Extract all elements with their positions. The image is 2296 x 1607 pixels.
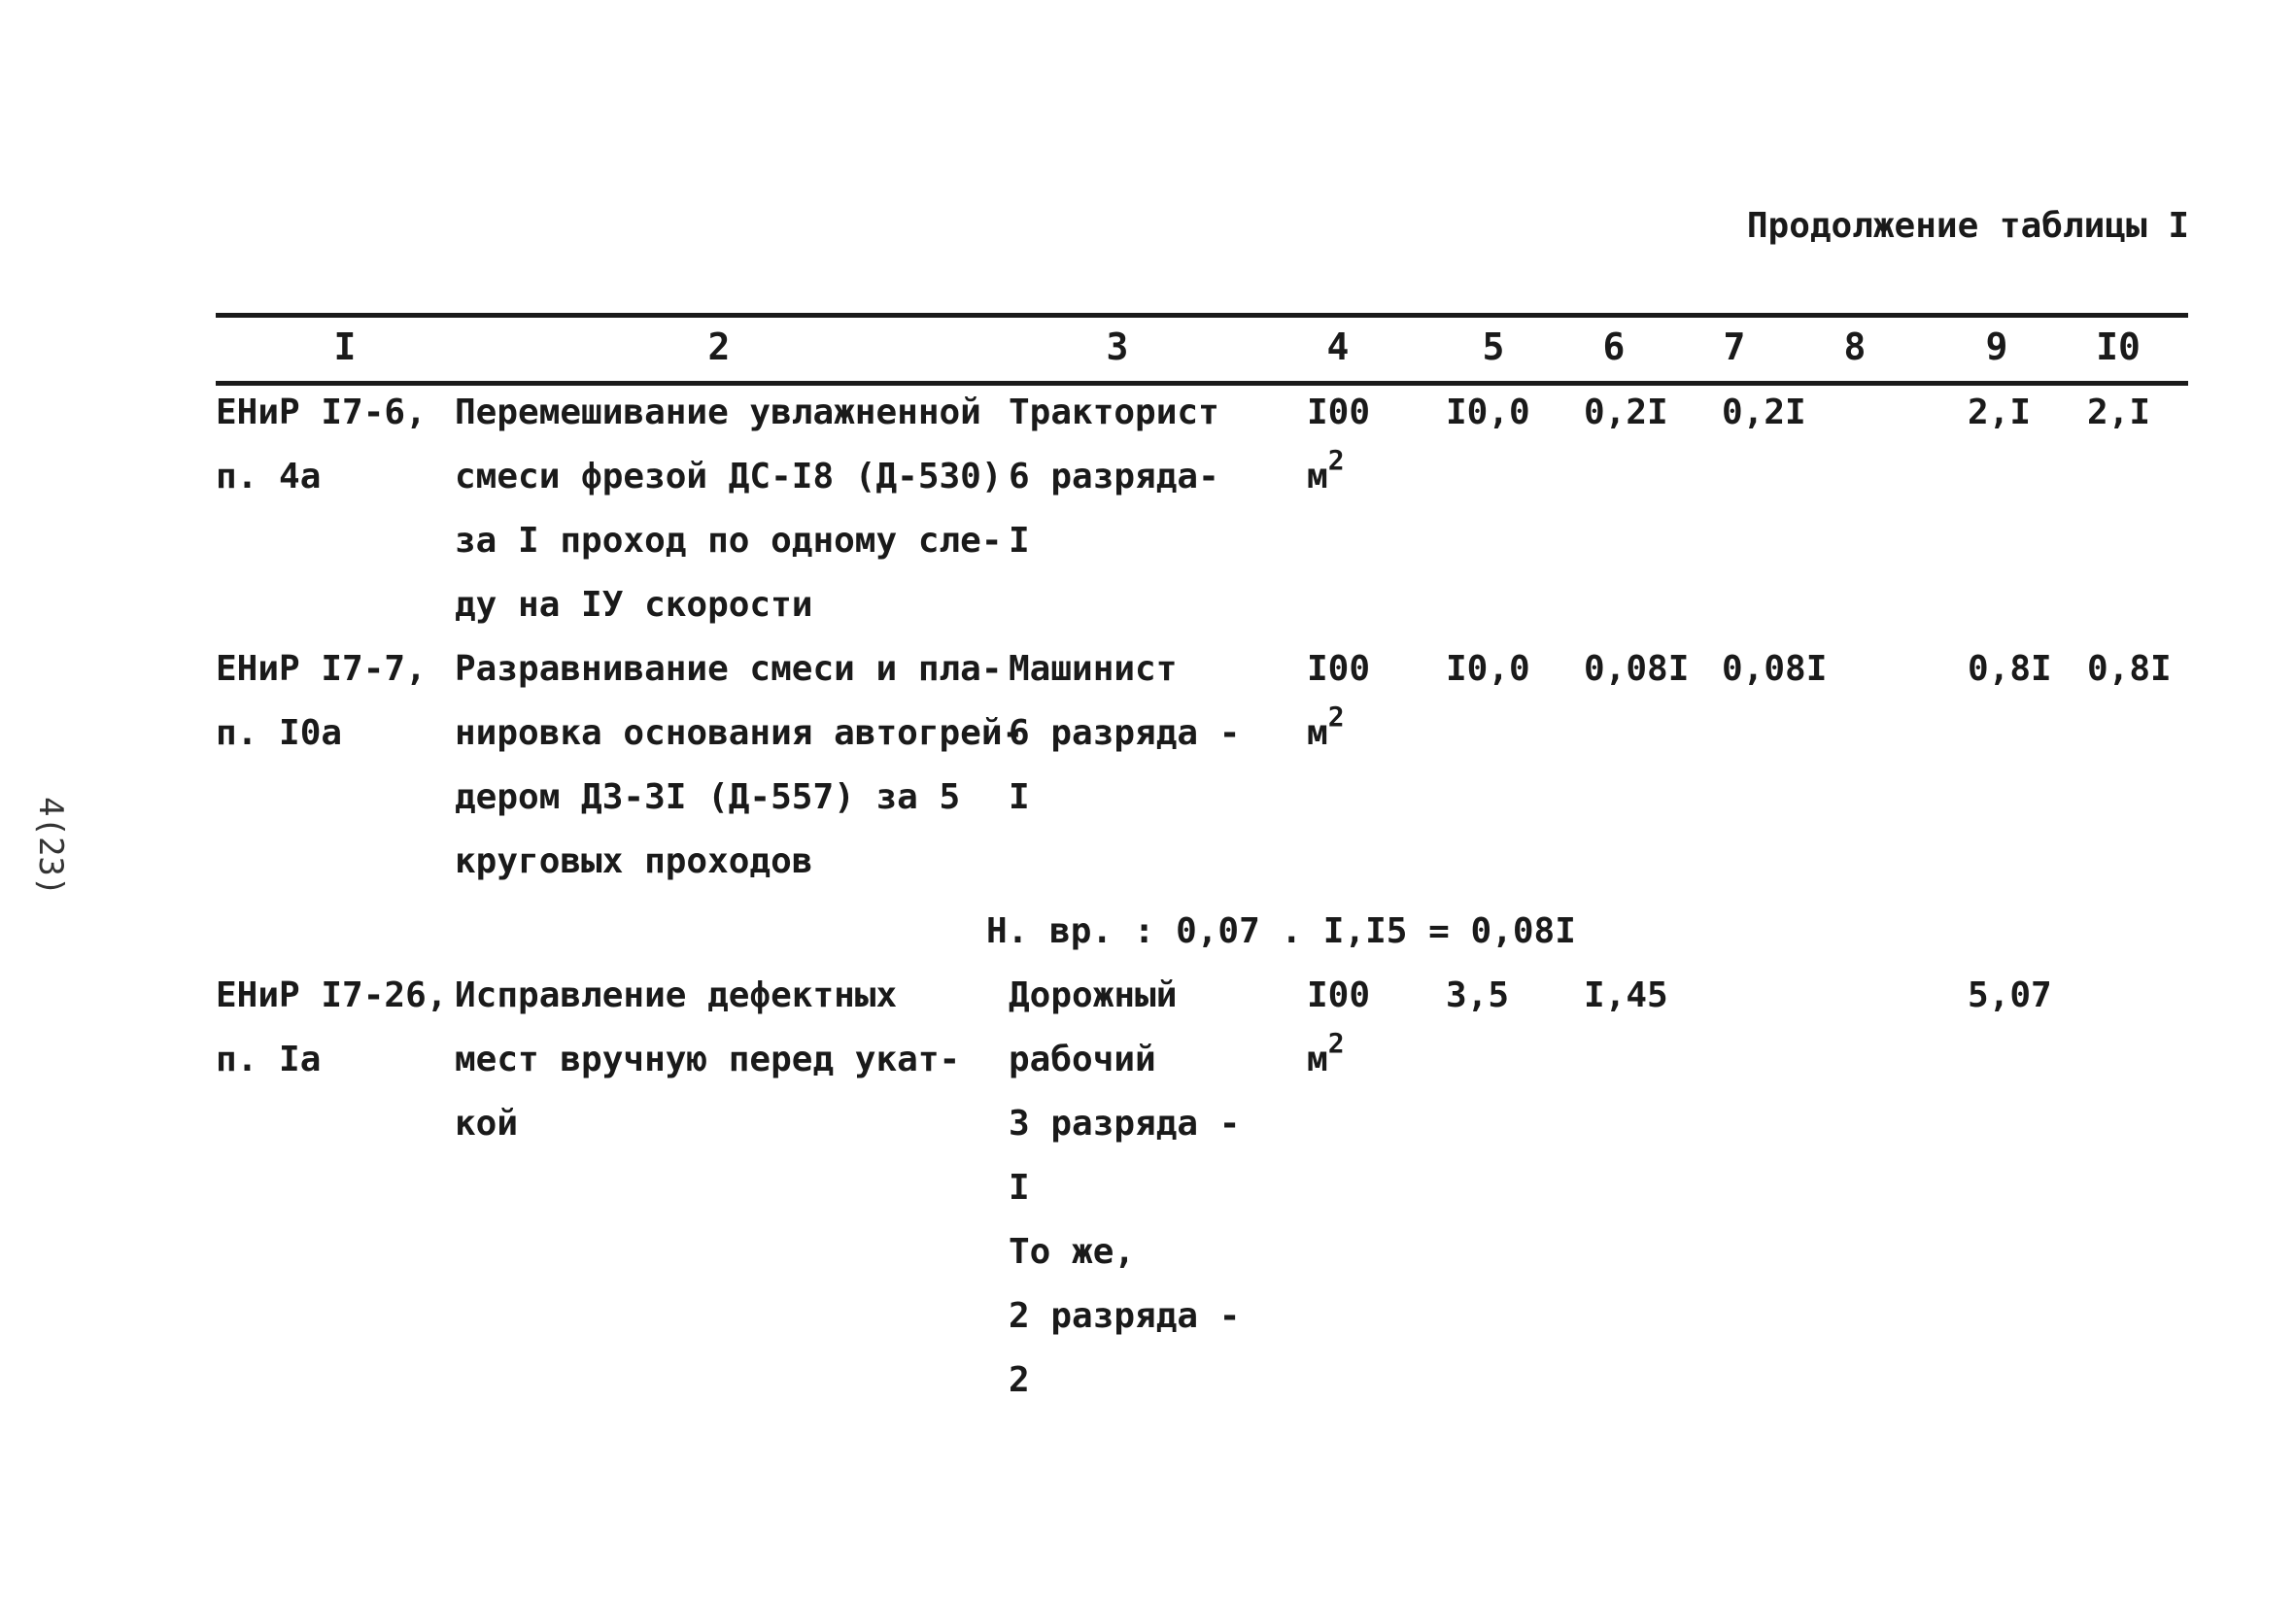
header-col-5: 5 bbox=[1482, 325, 1505, 368]
row2-col9: 0,8I bbox=[1968, 649, 2052, 689]
row3-worker-line3: 3 разряда - bbox=[1009, 1104, 1241, 1144]
row3-col5: 3,5 bbox=[1446, 975, 1510, 1015]
row3-worker-line1: Дорожный bbox=[1009, 975, 1178, 1015]
row3-worker-line4: I bbox=[1009, 1168, 1030, 1208]
row1-worker-line1: Тракторист bbox=[1009, 393, 1219, 432]
row1-unit-m: м bbox=[1307, 457, 1328, 496]
row1-norm-line1: ЕНиР I7-6, bbox=[216, 393, 427, 432]
row1-work-line2: смеси фрезой ДС-I8 (Д-530) bbox=[455, 457, 1003, 496]
header-col-7: 7 bbox=[1723, 325, 1746, 368]
row3-worker-line2: рабочий bbox=[1009, 1040, 1156, 1079]
row1-unit-sup: 2 bbox=[1327, 444, 1345, 476]
row2-col6: 0,08I bbox=[1584, 649, 1690, 689]
row3-worker-line7: 2 bbox=[1009, 1360, 1030, 1400]
row3-work-line1: Исправление дефектных bbox=[455, 975, 898, 1015]
row2-col7: 0,08I bbox=[1722, 649, 1828, 689]
row1-work-line1: Перемешивание увлажненной bbox=[455, 393, 981, 432]
row3-norm-line1: ЕНиР I7-26, bbox=[216, 975, 448, 1015]
row2-col10: 0,8I bbox=[2087, 649, 2172, 689]
row3-norm-line2: п. Iа bbox=[216, 1040, 322, 1079]
header-col-1: I bbox=[333, 325, 357, 368]
header-col-9: 9 bbox=[1985, 325, 2008, 368]
table-top-rule bbox=[216, 313, 2188, 318]
row3-worker-line6: 2 разряда - bbox=[1009, 1296, 1241, 1336]
row3-col9: 5,07 bbox=[1968, 975, 2052, 1015]
row1-col7: 0,2I bbox=[1722, 393, 1806, 432]
header-col-3: 3 bbox=[1106, 325, 1129, 368]
row2-norm-line2: п. I0а bbox=[216, 713, 343, 753]
header-col-6: 6 bbox=[1602, 325, 1626, 368]
header-col-10: I0 bbox=[2096, 325, 2141, 368]
row1-col6: 0,2I bbox=[1584, 393, 1668, 432]
row2-worker-line3: I bbox=[1009, 777, 1030, 817]
row1-col9: 2,I bbox=[1968, 393, 2032, 432]
row1-work-line4: ду на IУ скорости bbox=[455, 585, 813, 625]
row3-unit-sup: 2 bbox=[1327, 1027, 1345, 1059]
row1-work-line3: за I проход по одному сле- bbox=[455, 521, 1003, 561]
row2-unit-sup: 2 bbox=[1327, 701, 1345, 733]
row1-worker-line2: 6 разряда- bbox=[1009, 457, 1219, 496]
row3-worker-line5: То же, bbox=[1009, 1232, 1136, 1272]
margin-note: 4(23) bbox=[31, 797, 70, 897]
row1-col10: 2,I bbox=[2087, 393, 2151, 432]
row3-col6: I,45 bbox=[1584, 975, 1668, 1015]
row2-unit-measure bbox=[1307, 701, 1345, 766]
row1-col5: I0,0 bbox=[1446, 393, 1530, 432]
row2-worker-line1: Машинист bbox=[1009, 649, 1178, 689]
header-col-4: 4 bbox=[1326, 325, 1350, 368]
header-col-2: 2 bbox=[707, 325, 731, 368]
row2-work-line3: дером ДЗ-3I (Д-557) за 5 bbox=[455, 777, 961, 817]
row3-unit-number: I00 bbox=[1307, 975, 1371, 1015]
row2-col5: I0,0 bbox=[1446, 649, 1530, 689]
row2-worker-line2: 6 разряда - bbox=[1009, 713, 1241, 753]
row1-norm-line2: п. 4а bbox=[216, 457, 322, 496]
row3-work-line3: кой bbox=[455, 1104, 519, 1144]
time-norm-formula: Н. вр. : 0,07 . I,I5 = 0,08I bbox=[986, 911, 1576, 951]
row1-unit-measure bbox=[1307, 445, 1345, 509]
row3-unit-m: м bbox=[1307, 1040, 1328, 1079]
row2-work-line1: Разравнивание смеси и пла- bbox=[455, 649, 1003, 689]
row1-worker-line3: I bbox=[1009, 521, 1030, 561]
row2-norm-line1: ЕНиР I7-7, bbox=[216, 649, 427, 689]
row2-work-line4: круговых проходов bbox=[455, 841, 813, 881]
row2-unit-m: м bbox=[1307, 713, 1328, 753]
row2-unit-number: I00 bbox=[1307, 649, 1371, 689]
row1-unit-number: I00 bbox=[1307, 393, 1371, 432]
table-caption: Продолжение таблицы I bbox=[1746, 206, 2189, 246]
row3-unit-measure bbox=[1307, 1028, 1345, 1092]
row2-work-line2: нировка основания автогрей- bbox=[455, 713, 1024, 753]
header-col-8: 8 bbox=[1843, 325, 1867, 368]
row3-work-line2: мест вручную перед укат- bbox=[455, 1040, 961, 1079]
